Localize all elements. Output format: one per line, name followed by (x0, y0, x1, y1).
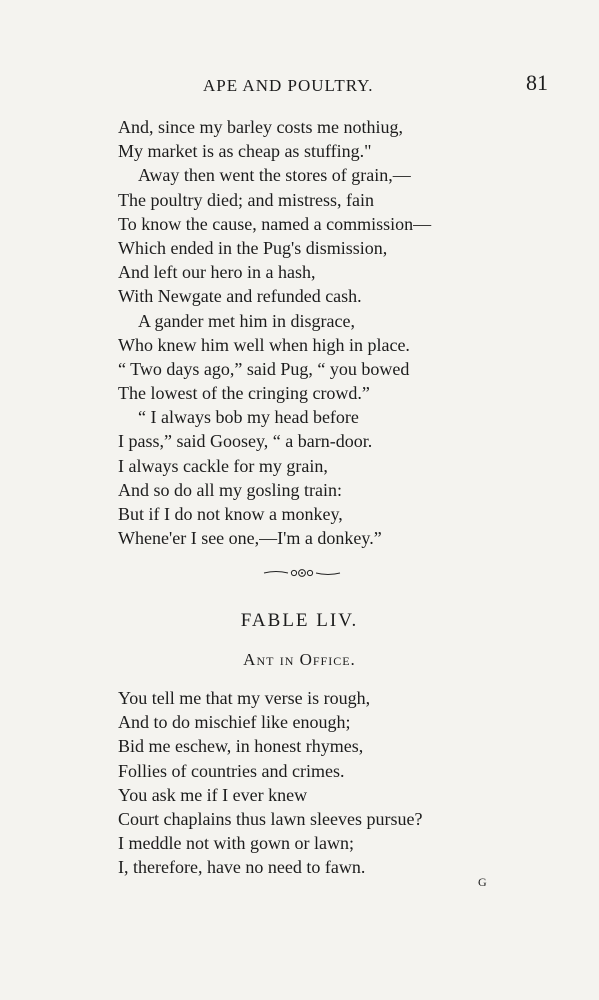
verse-line: And to do mischief like enough; (118, 712, 351, 733)
verse-line: You ask me if I ever knew (118, 784, 308, 805)
verse-line: I pass,” said Goosey, “ a barn-door. (118, 431, 373, 452)
verse-line: My market is as cheap as stuffing." (118, 141, 372, 162)
verse-continued (118, 115, 558, 550)
verse-line: Whene'er I see one,—I'm a donkey.” (118, 528, 382, 549)
verse-line: “ I always bob my head before (138, 407, 359, 428)
running-title: APE AND POULTRY. (203, 76, 374, 95)
verse-line: And so do all my gosling train: (118, 479, 342, 500)
verse-line: To know the cause, named a commission— (118, 213, 432, 234)
signature-mark: G (478, 875, 487, 889)
verse-line: Court chaplains thus lawn sleeves pursue? (118, 808, 423, 829)
page-number: 81 (526, 70, 548, 95)
verse-new-fable (118, 686, 558, 880)
verse-line: I meddle not with gown or lawn; (118, 833, 354, 854)
verse-line: Which ended in the Pug's dismission, (118, 237, 388, 258)
verse-line: A gander met him in disgrace, (138, 310, 355, 331)
fable-title: Ant in Office. (243, 650, 356, 669)
verse-line: But if I do not know a monkey, (118, 504, 343, 524)
verse-line: Bid me eschew, in honest rhymes, (118, 736, 364, 757)
verse-line: You tell me that my verse is rough, (118, 688, 371, 708)
verse-line: With Newgate and refunded cash. (118, 286, 362, 307)
verse-line: Who knew him well when high in place. (118, 334, 410, 355)
fable-number: FABLE LIV. (240, 610, 359, 631)
verse-line: Away then went the stores of grain,— (138, 165, 411, 186)
verse-line: And, since my barley costs me nothiug, (118, 117, 403, 137)
verse-line: The poultry died; and mistress, fain (118, 189, 374, 210)
verse-line: Follies of countries and crimes. (118, 760, 345, 781)
running-head (0, 70, 599, 100)
verse-line: I always cackle for my grain, (118, 455, 328, 476)
verse-line: I, therefore, have no need to fawn. (118, 857, 366, 878)
verse-line: The lowest of the cringing crowd.” (118, 383, 370, 404)
verse-line: “ Two days ago,” said Pug, “ you bowed (118, 358, 410, 379)
verse-line: And left our hero in a hash, (118, 262, 316, 283)
ornament-divider-icon (262, 566, 342, 580)
